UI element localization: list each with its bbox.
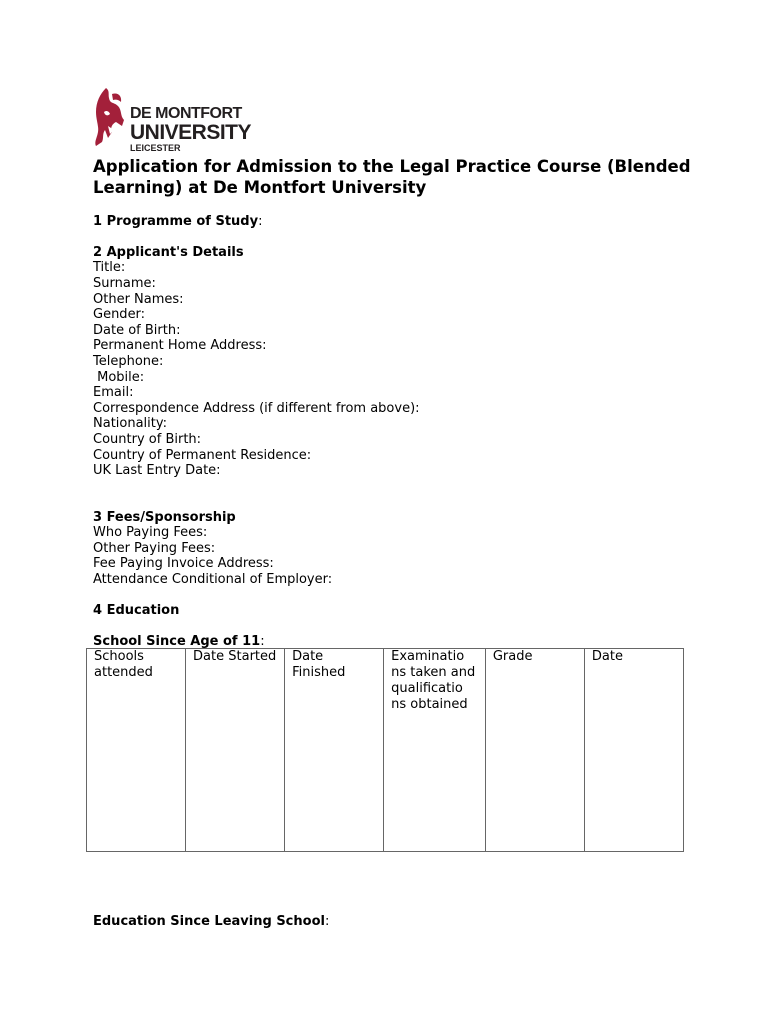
section-programme-suffix: : — [258, 213, 263, 229]
header-schools-attended: Schools attended — [87, 649, 186, 852]
university-logo — [92, 86, 272, 153]
field-email: Email: — [93, 385, 134, 401]
education-since-school-text: Education Since Leaving School — [93, 914, 325, 929]
header-date-started: Date Started — [186, 649, 285, 852]
header-examinations: Examinatio ns taken and qualificatio ns obtained — [384, 649, 486, 852]
field-country-of-residence: Country of Permanent Residence: — [93, 447, 312, 463]
section-programme — [93, 214, 693, 230]
field-gender: Gender: — [93, 307, 146, 323]
field-home-address: Permanent Home Address: — [93, 338, 267, 354]
section-education-heading: 4 Education — [93, 603, 180, 619]
field-correspondence-address: Correspondence Address (if different from above): — [93, 400, 420, 416]
field-title: Title: — [93, 260, 126, 276]
page-title: Application for Admission to the Legal Practice Course (Blended Learning) at De Montfort University — [93, 157, 691, 197]
school-since-11-text: School Since Age of 11 — [93, 634, 261, 650]
field-who-paying: Who Paying Fees: — [93, 525, 208, 541]
schools-table — [86, 648, 684, 852]
education-since-school-label — [93, 914, 329, 929]
field-surname: Surname: — [93, 275, 156, 291]
field-attendance-conditional: Attendance Conditional of Employer: — [93, 572, 333, 588]
field-other-names: Other Names: — [93, 291, 184, 307]
header-date-finished: Date Finished — [285, 649, 384, 852]
field-invoice-address: Fee Paying Invoice Address: — [93, 556, 274, 572]
logo-line3: LEICESTER — [130, 143, 181, 153]
field-telephone: Telephone: — [93, 353, 164, 369]
field-date-of-birth: Date of Birth: — [93, 322, 181, 338]
lion-crest-icon — [92, 86, 128, 150]
field-nationality: Nationality: — [93, 416, 168, 432]
logo-line1: DE MONTFORT — [130, 105, 242, 122]
application-form — [93, 156, 693, 650]
section-programme-heading: 1 Programme of Study — [93, 213, 259, 229]
section-applicant-heading: 2 Applicant's Details — [93, 244, 244, 260]
header-date: Date — [584, 649, 683, 852]
header-grade: Grade — [485, 649, 584, 852]
section-fees-heading: 3 Fees/Sponsorship — [93, 509, 236, 525]
table-row — [87, 649, 684, 852]
field-country-of-birth: Country of Birth: — [93, 431, 202, 447]
education-since-school-suffix: : — [324, 914, 330, 929]
field-other-paying: Other Paying Fees: — [93, 540, 216, 556]
logo-line2: UNIVERSITY — [130, 121, 252, 144]
school-since-11-suffix: : — [260, 634, 265, 650]
field-uk-last-entry: UK Last Entry Date: — [93, 463, 221, 479]
logo-wordmark — [130, 106, 251, 153]
field-mobile: Mobile: — [93, 369, 145, 385]
